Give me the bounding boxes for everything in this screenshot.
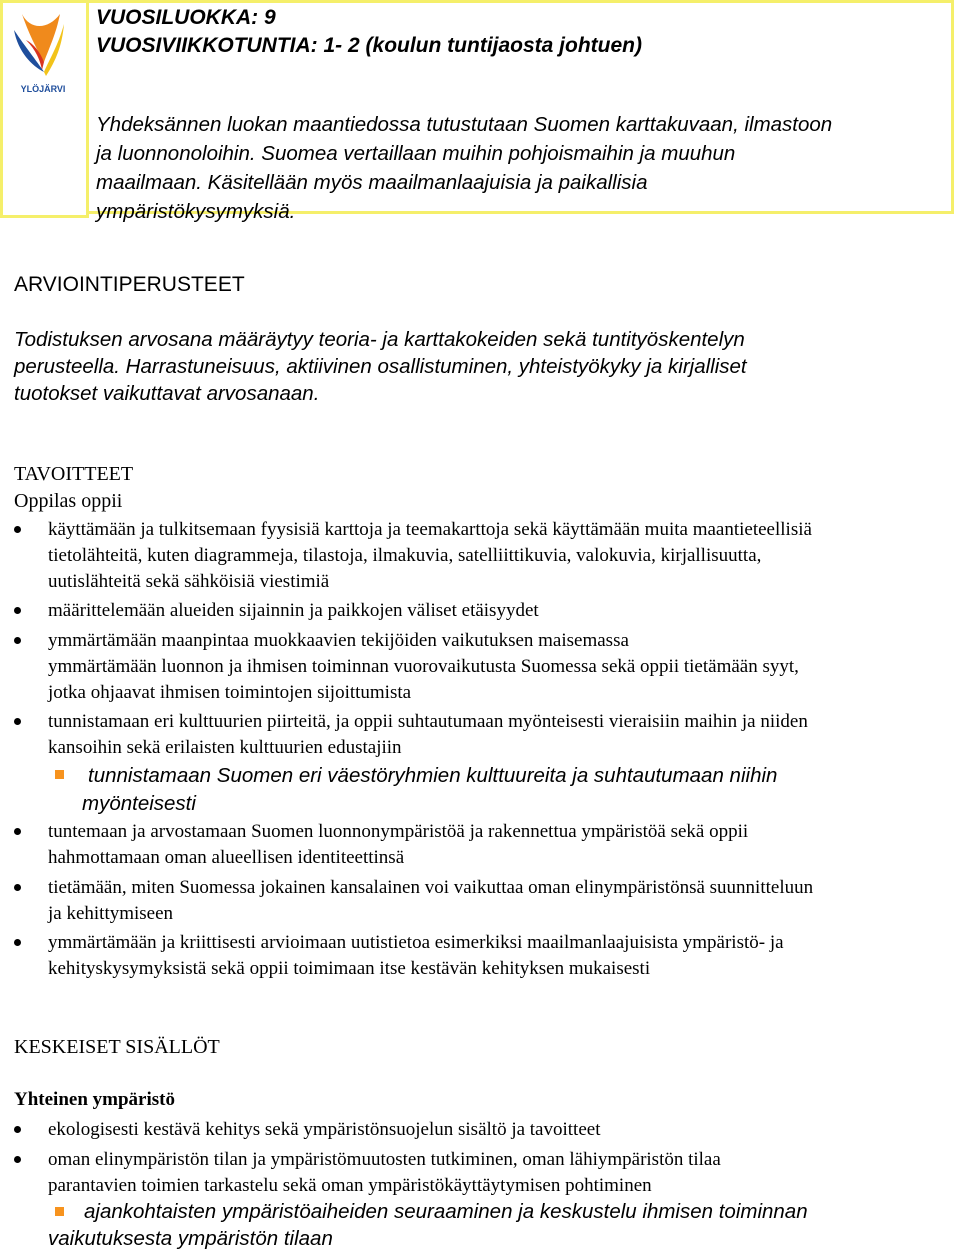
bullet-icon: [14, 939, 21, 946]
grade-line: VUOSILUOKKA: 9: [96, 6, 276, 29]
list-item: tietämään, miten Suomessa jokainen kansalainen voi vaikuttaa oman elinympäristönsä suunnitteluun ja kehittymiseen: [48, 877, 814, 924]
list-item: ymmärtämään ja kriittisesti arvioimaan uutistietoa esimerkiksi maailmanlaajuisista ympäristö- ja kehityskysymyksistä sekä oppii toimimaan itse kestävän kehityksen mukaisesti: [48, 932, 784, 979]
bullet-icon: [14, 637, 21, 644]
bullet-icon: [14, 828, 21, 835]
highlight-item-cont: vaikutuksesta ympäristön tilaan: [48, 1227, 333, 1250]
list-item: ekologisesti kestävä kehitys sekä ympäristönsuojelun sisältö ja tavoitteet: [48, 1119, 601, 1140]
list-item: käyttämään ja tulkitsemaan fyysisiä karttoja ja teemakarttoja sekä käyttämään muita maantieteellisiä tietolähteitä, kuten diagrammeja, tilastoja, ilmakuvia, satelliittikuvia, valokuvia, kirjallisuutta, uutislähteitä sekä sähköisiä viestimiä: [48, 519, 812, 592]
assessment-line: perusteella. Harrastuneisuus, aktiivinen osallistuminen, yhteistyökyky ja kirjalliset: [14, 355, 747, 378]
bullet-icon: [14, 884, 21, 891]
list-item: ymmärtämään maanpintaa muokkaavien tekijöiden vaikutuksen maisemassa ymmärtämään luonnon ja ihmisen toiminnan vuorovaikutusta Suomessa sekä oppii tietämään syyt, jotka ohjaavat ihmisen toimintojen sijoittumista: [48, 630, 799, 703]
bullet-icon: [14, 718, 21, 725]
assessment-line: tuotokset vaikuttavat arvosanaan.: [14, 382, 320, 405]
goals-subheading: Oppilas oppii: [14, 490, 123, 512]
section-title: Yhteinen ympäristö: [14, 1089, 175, 1110]
square-bullet-icon: [55, 1207, 64, 1216]
bullet-icon: [14, 607, 21, 614]
intro-line: ja luonnonoloihin. Suomea vertaillaan muihin pohjoismaihin ja muuhun: [96, 142, 736, 165]
ylojarvi-logo-icon: [0, 0, 86, 104]
list-item: tunnistamaan eri kulttuurien piirteitä, ja oppii suhtautumaan myönteisesti vieraisiin maihin ja niiden kansoihin sekä erilaisten kulttuurien edustajiin: [48, 711, 808, 758]
bullet-icon: [14, 1156, 21, 1163]
bullet-icon: [14, 1126, 21, 1133]
highlight-item: tunnistamaan Suomen eri väestöryhmien kulttuureita ja suhtautumaan niihin: [88, 764, 778, 787]
highlight-item: ajankohtaisten ympäristöaiheiden seuraaminen ja keskustelu ihmisen toiminnan: [84, 1200, 808, 1223]
contents-heading: KESKEISET SISÄLLÖT: [14, 1036, 220, 1058]
list-item: määrittelemään alueiden sijainnin ja paikkojen väliset etäisyydet: [48, 600, 539, 621]
ylojarvi-logo: [0, 0, 86, 104]
assessment-text: [14, 326, 944, 407]
bullet-icon: [14, 526, 21, 533]
assessment-heading: ARVIOINTIPERUSTEET: [14, 273, 245, 296]
hours-line: VUOSIVIIKKOTUNTIA: 1- 2 (koulun tuntijaosta johtuen): [96, 34, 642, 57]
intro-text: [96, 110, 946, 226]
list-item: tuntemaan ja arvostamaan Suomen luonnonympäristöä ja rakennettua ympäristöä sekä oppii hahmottamaan oman alueellisen identiteettinsä: [48, 821, 749, 868]
list-item: oman elinympäristön tilan ja ympäristömuutosten tutkiminen, oman lähiympäristön tilaa parantavien toimien tarkastelu sekä oman ympäristökäyttäytymisen pohtiminen: [48, 1149, 721, 1196]
intro-line: Yhdeksännen luokan maantiedossa tutustutaan Suomen karttakuvaan, ilmastoon: [96, 113, 833, 136]
goals-heading: TAVOITTEET: [14, 463, 134, 485]
assessment-line: Todistuksen arvosana määräytyy teoria- ja karttakokeiden sekä tuntityöskentelyn: [14, 328, 745, 351]
square-bullet-icon: [55, 770, 64, 779]
intro-line: maailmaan. Käsitellään myös maailmanlaajuisia ja paikallisia: [96, 171, 648, 194]
intro-line: ympäristökysymyksiä.: [96, 200, 296, 223]
highlight-item-cont: myönteisesti: [82, 792, 196, 815]
svg-text:YLÖJÄRVI: YLÖJÄRVI: [20, 84, 66, 94]
